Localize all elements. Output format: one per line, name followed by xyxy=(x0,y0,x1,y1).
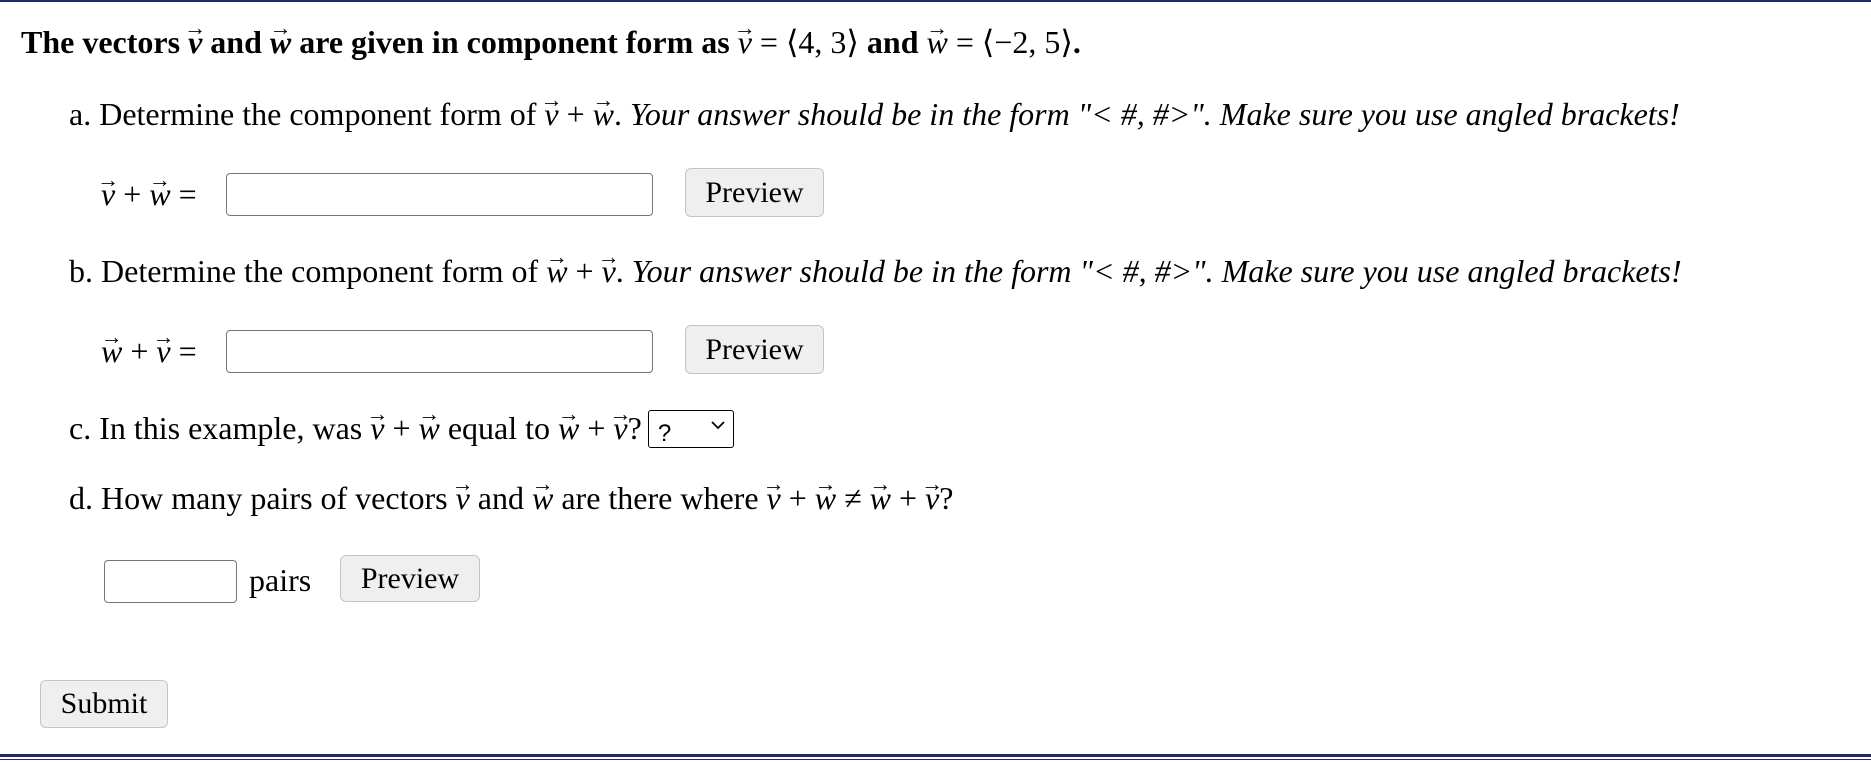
preview-a-button[interactable]: Preview xyxy=(685,168,824,217)
pairs-unit-label: pairs xyxy=(249,562,312,598)
answer-b-label: → w + → v = xyxy=(101,331,197,371)
preview-b-button[interactable]: Preview xyxy=(685,325,824,374)
answer-c-select[interactable] xyxy=(648,410,734,448)
question-a: a. Determine the component form of → v + → w. Your answer should be in the form "< #, #>". Make sure you use angled brackets! xyxy=(69,94,1680,134)
bottom-border xyxy=(0,754,1871,757)
answer-d-input[interactable] xyxy=(104,560,237,603)
question-b: b. Determine the component form of → w + → v. Your answer should be in the form "< #, #>". Make sure you use angled brackets! xyxy=(69,251,1682,291)
problem-statement: The vectors → v and → w are given in component form as → v = ⟨4, 3⟩ and → w = ⟨−2, 5⟩. xyxy=(21,22,1081,62)
chevron-down-icon xyxy=(709,416,727,434)
answer-b-input[interactable] xyxy=(226,330,653,373)
answer-a-input[interactable] xyxy=(226,173,653,216)
answer-c-select-value: ? xyxy=(657,419,672,447)
bottom-border-thin xyxy=(0,759,1871,760)
submit-button[interactable]: Submit xyxy=(40,680,168,728)
answer-a-label: → v + → w = xyxy=(101,174,197,214)
top-border xyxy=(0,0,1871,2)
question-c: c. In this example, was → v + → w equal to → w + → v? ? xyxy=(69,408,734,451)
preview-d-button[interactable]: Preview xyxy=(340,555,480,602)
question-d: d. How many pairs of vectors → v and → w are there where → v + → w ≠ → w + → v? xyxy=(69,478,953,518)
